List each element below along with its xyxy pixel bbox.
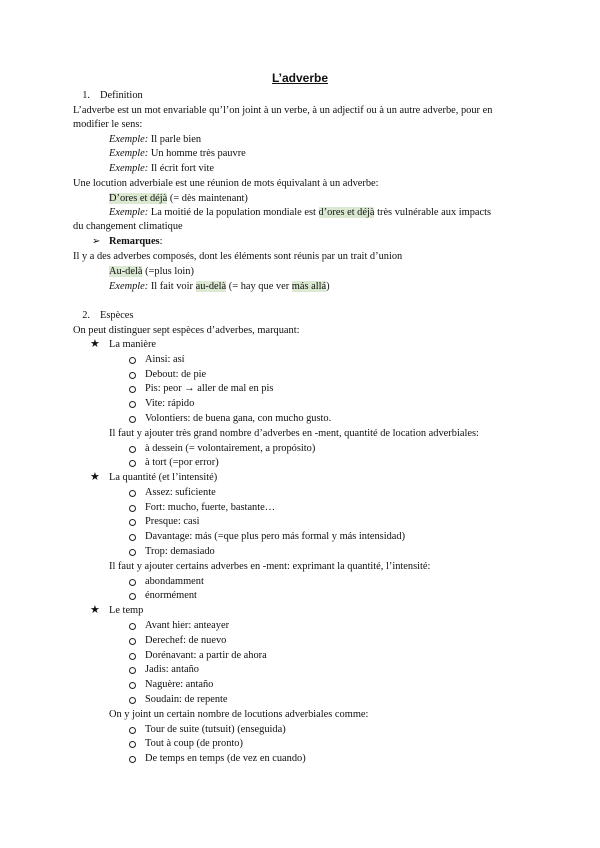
list-item: Avant hier: anteayer bbox=[145, 620, 230, 631]
circle-bullet-icon bbox=[129, 357, 136, 364]
remark-example: Exemple: Il fait voir au-delà (= hay que ver más allá) bbox=[109, 281, 330, 292]
circle-bullet-icon bbox=[129, 682, 136, 689]
page-title: L’adverbe bbox=[271, 71, 329, 85]
list-item: De temps en temps (de vez en cuando) bbox=[145, 753, 306, 764]
circle-bullet-icon bbox=[129, 519, 136, 526]
star-bullet-icon: ★ bbox=[90, 471, 100, 483]
circle-bullet-icon bbox=[129, 638, 136, 645]
circle-bullet-icon bbox=[129, 697, 136, 704]
category-maniere: La manière bbox=[109, 339, 157, 350]
circle-bullet-icon bbox=[129, 401, 136, 408]
circle-bullet-icon bbox=[129, 756, 136, 763]
definition-line-2: modifier le sens: bbox=[73, 119, 143, 130]
list-item: Tour de suite (tutsuit) (enseguida) bbox=[145, 724, 286, 735]
circle-bullet-icon bbox=[129, 416, 136, 423]
circle-bullet-icon bbox=[129, 372, 136, 379]
list-item: Naguère: antaño bbox=[145, 679, 214, 690]
circle-bullet-icon bbox=[129, 653, 136, 660]
circle-bullet-icon bbox=[129, 727, 136, 734]
circle-bullet-icon bbox=[129, 623, 136, 630]
maniere-note: Il faut y ajouter très grand nombre d’adverbes en -ment, quantité de location adverbiales: bbox=[109, 428, 479, 439]
circle-bullet-icon bbox=[129, 593, 136, 600]
circle-bullet-icon bbox=[129, 534, 136, 541]
remarks-text: Il y a des adverbes composés, dont les éléments sont réunis par un trait d’union bbox=[73, 251, 403, 262]
definition-line-1: L’adverbe est un mot envariable qu’l’on joint à un verbe, à un adjectif ou à un autre adverbe, pour en bbox=[73, 105, 493, 116]
remarks-heading: Remarques: bbox=[109, 236, 163, 247]
circle-bullet-icon bbox=[129, 667, 136, 674]
locution-example: Exemple: La moitié de la population mondiale est d’ores et déjà très vulnérable aux impacts bbox=[109, 207, 492, 218]
list-item: Ainsi: así bbox=[145, 354, 185, 365]
list-item: Tout à coup (de pronto) bbox=[145, 738, 243, 749]
list-item: à dessein (= volontairement, a propósito) bbox=[145, 443, 316, 454]
category-temps: Le temp bbox=[109, 605, 144, 616]
locution-term-line: D’ores et déjà (= dès maintenant) bbox=[109, 193, 248, 204]
locution-example-cont: du changement climatique bbox=[73, 221, 183, 232]
circle-bullet-icon bbox=[129, 579, 136, 586]
list-item: Presque: casi bbox=[145, 516, 200, 527]
remark-term-line: Au-delà (=plus loin) bbox=[109, 266, 194, 277]
list-item: Fort: mucho, fuerte, bastante… bbox=[145, 502, 276, 513]
list-item: Dorénavant: a partir de ahora bbox=[145, 650, 267, 661]
list-item: Soudain: de repente bbox=[145, 694, 228, 705]
circle-bullet-icon bbox=[129, 741, 136, 748]
arrow-bullet-icon: ➢ bbox=[92, 236, 101, 247]
circle-bullet-icon bbox=[129, 549, 136, 556]
example-1: Exemple: Il parle bien bbox=[109, 134, 202, 145]
circle-bullet-icon bbox=[129, 460, 136, 467]
circle-bullet-icon bbox=[129, 446, 136, 453]
section-2-intro: On peut distinguer sept espèces d’adverbes, marquant: bbox=[73, 325, 300, 336]
list-item: Pis: peor → aller de mal en pis bbox=[145, 383, 274, 394]
category-quantite: La quantité (et l’intensité) bbox=[109, 472, 218, 483]
circle-bullet-icon bbox=[129, 386, 136, 393]
example-2: Exemple: Un homme très pauvre bbox=[109, 148, 246, 159]
star-bullet-icon: ★ bbox=[90, 338, 100, 350]
list-item: Davantage: más (=que plus pero más formal y más intensidad) bbox=[145, 531, 406, 542]
section-2-heading: 2. Espèces bbox=[82, 310, 134, 321]
temps-note: On y joint un certain nombre de locutions adverbiales comme: bbox=[109, 709, 369, 720]
list-item: Vite: rápido bbox=[145, 398, 195, 409]
list-item: abondamment bbox=[145, 576, 204, 587]
locution-term: D’ores et déjà bbox=[109, 193, 168, 204]
list-item: à tort (=por error) bbox=[145, 457, 219, 468]
locution-definition: Une locution adverbiale est une réunion de mots équivalant à un adverbe: bbox=[73, 178, 379, 189]
example-3: Exemple: Il écrit fort vite bbox=[109, 163, 215, 174]
section-1-heading: 1. Definition bbox=[82, 90, 143, 101]
list-item: énormément bbox=[145, 590, 197, 601]
list-item: Derechef: de nuevo bbox=[145, 635, 227, 646]
star-bullet-icon: ★ bbox=[90, 604, 100, 616]
circle-bullet-icon bbox=[129, 505, 136, 512]
list-item: Trop: demasiado bbox=[145, 546, 215, 557]
list-item: Debout: de pie bbox=[145, 369, 207, 380]
circle-bullet-icon bbox=[129, 490, 136, 497]
list-item: Assez: suficiente bbox=[145, 487, 216, 498]
quantite-note: Il faut y ajouter certains adverbes en -ment: exprimant la quantité, l’intensité: bbox=[109, 561, 431, 572]
list-item: Jadis: antaño bbox=[145, 664, 199, 675]
list-item: Volontiers: de buena gana, con mucho gusto. bbox=[145, 413, 332, 424]
